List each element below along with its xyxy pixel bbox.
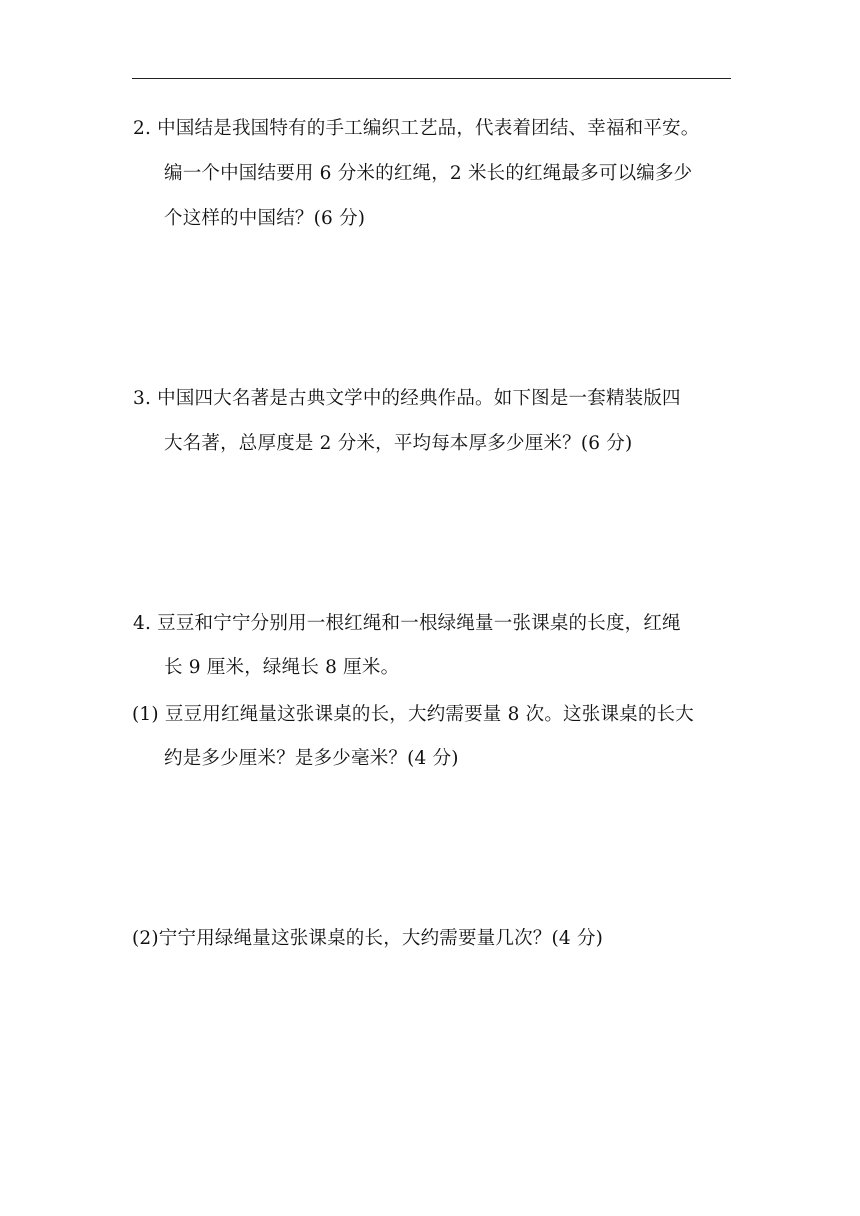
header-rule bbox=[132, 78, 731, 79]
question-3-line-1 bbox=[133, 387, 681, 411]
question-4-part-1-text-line-1: 豆豆用红绳量这张课桌的长，大约需要量 8 次。这张课桌的长大 bbox=[164, 704, 694, 725]
question-4-number: 4. bbox=[133, 613, 152, 634]
question-2-text-line-2: 编一个中国结要用 6 分米的红绳，2 米长的红绳最多可以编多少 bbox=[164, 163, 693, 184]
question-2-number: 2. bbox=[133, 118, 152, 139]
question-2-text-line-3: 个这样的中国结？(6 分) bbox=[164, 208, 366, 229]
question-4-part-1-line-1 bbox=[132, 703, 694, 727]
question-3-text-line-1: 中国四大名著是古典文学中的经典作品。如下图是一套精装版四 bbox=[157, 388, 681, 409]
question-4-part-1-text-line-2: 约是多少厘米？是多少毫米？(4 分) bbox=[164, 748, 459, 769]
question-2-text-line-1: 中国结是我国特有的手工编织工艺品，代表着团结、幸福和平安。 bbox=[157, 118, 700, 139]
question-4-part-1-number: (1) bbox=[132, 704, 159, 725]
question-4-part-2-text: (2)宁宁用绿绳量这张课桌的长，大约需要量几次？(4 分) bbox=[132, 928, 604, 949]
question-3-text-line-2: 大名著，总厚度是 2 分米，平均每本厚多少厘米？(6 分) bbox=[164, 433, 633, 454]
question-2-line-1 bbox=[133, 117, 699, 141]
question-4-text-line-1: 豆豆和宁宁分别用一根红绳和一根绿绳量一张课桌的长度，红绳 bbox=[157, 613, 681, 634]
question-4-text-line-2: 长 9 厘米，绿绳长 8 厘米。 bbox=[164, 657, 400, 678]
question-3-number: 3. bbox=[133, 388, 152, 409]
question-4-line-1 bbox=[133, 612, 681, 636]
